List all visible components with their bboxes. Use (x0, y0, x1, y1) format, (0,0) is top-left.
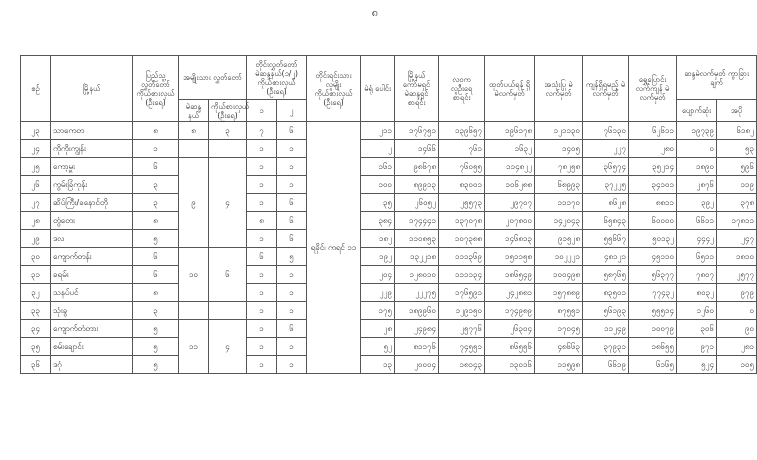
used-ballots: ၁၁၅၉၈ (535, 356, 583, 374)
remaining-ballots: ၅၅၆၆၇ (583, 230, 629, 248)
missing-ballots: ၄၄၄၂ (677, 230, 717, 248)
state-rep-count: ၃ (133, 302, 179, 320)
ethnic-rep-empty (209, 302, 247, 320)
header-region-sub-2: ၂ (277, 100, 307, 122)
region-rep-1: ၁ (247, 320, 277, 338)
ethnic-seat-merged: ၁၁ (179, 320, 209, 374)
header-removed: ထုတ်ပယ်ရန် ရှိ မဲလက်မှတ် (485, 56, 535, 122)
row-number: ၂၆ (21, 176, 51, 194)
state-rep-count: ၃ (133, 176, 179, 194)
state-rep-count: ၅ (133, 320, 179, 338)
voter-list: ၂၄၉၈၄ (395, 320, 439, 338)
voter-list: ၁၇၆၇၅၁ (395, 122, 439, 140)
region-rep-1: ၈ (247, 212, 277, 230)
header-moved: ရွှေ့ပြောင်း လက်ကျန် မဲလက်မှတ် (629, 56, 677, 122)
row-number: ၃၁ (21, 266, 51, 284)
missing-ballots: ၀ (677, 140, 717, 158)
polling-stations: ၃၅ (361, 194, 395, 212)
state-rep-count: ၆ (133, 158, 179, 176)
ethnic-seat-empty (179, 140, 209, 158)
population: ၁၇၆၅၉၁ (439, 284, 485, 302)
missing-ballots: ၂၈၇၆ (677, 176, 717, 194)
polling-stations: ၁၆၁ (361, 158, 395, 176)
ethnic-rep-empty (209, 140, 247, 158)
removed-ballots: ၁၅၁၁၅၈ (485, 248, 535, 266)
polling-stations: ၂ (361, 140, 395, 158)
row-number: ၃၃ (21, 302, 51, 320)
ethnic-rep-count: ၃ (209, 122, 247, 140)
extra-ballots: ၁၀၅ (717, 356, 757, 374)
region-rep-1: ၁ (247, 176, 277, 194)
region-rep-1: ၇ (247, 122, 277, 140)
extra-ballots: ၂၄၇ (717, 230, 757, 248)
state-rep-count: ၆ (133, 248, 179, 266)
header-remaining: ကျန်ရှိရမည့် မဲလက်မှတ် (583, 56, 629, 122)
polling-stations: ၃၈၄ (361, 212, 395, 230)
header-ethnic-affairs: တိုင်းရင်းသား လူမျိုး ကိုယ်စားလှယ် (ဦးရေ) (307, 56, 361, 122)
remaining-ballots: ၄၈၁၂၁ (583, 248, 629, 266)
header-state-rep: ပြည်သူ့ လွှတ်တော် ကိုယ်စားလှယ် (ဦးရေ) (133, 56, 179, 122)
township-name: ဒဂုံ (51, 356, 133, 374)
region-rep-2: ၁ (277, 356, 307, 374)
population: ၂၅၅၇၃ (439, 194, 485, 212)
state-rep-count: ၅ (133, 356, 179, 374)
polling-stations: ၁၃ (361, 356, 395, 374)
header-region-rep: တိုင်းလွှတ်တော် မဲဆန္ဒနယ်(၁/၂) ကိုယ်စားလှယ် (ဦးရေ) (247, 56, 307, 100)
remaining-ballots: ၁၁၂၄၉ (583, 320, 629, 338)
header-region-sub-1: ၁ (247, 100, 277, 122)
header-extra: အပို (717, 100, 757, 122)
table-row (21, 140, 757, 158)
population: ၁၁၁၃၆၉ (439, 248, 485, 266)
row-number: ၂၇ (21, 194, 51, 212)
used-ballots: ၁၁၁၇၀ (535, 194, 583, 212)
extra-ballots: ၂၅၇၇ (717, 266, 757, 284)
polling-stations: ၁၀၀ (361, 176, 395, 194)
used-ballots: ၈၇၅၅၁ (535, 302, 583, 320)
removed-ballots: ၂၉၇၀၇ (485, 194, 535, 212)
voter-list: ၁၇၄၄၄၁ (395, 212, 439, 230)
missing-ballots: ၉၇၁ (677, 338, 717, 356)
remaining-ballots: ၆၆၁၉ (583, 356, 629, 374)
region-rep-1: ၁ (247, 140, 277, 158)
state-rep-count: ၈ (133, 212, 179, 230)
ethnic-rep-merged: ၄ (209, 320, 247, 374)
row-number: ၂၄ (21, 140, 51, 158)
missing-ballots: ၅၂၄ (677, 356, 717, 374)
state-rep-count: ၈ (133, 284, 179, 302)
population: ၇၆၁ (439, 140, 485, 158)
header-no: စဉ် (21, 56, 51, 122)
remaining-ballots: ၃၆၅၇၄ (583, 158, 629, 176)
missing-ballots: ၃၉၂ (677, 194, 717, 212)
row-number: ၃၄ (21, 320, 51, 338)
used-ballots: ၉၁၅၂၈ (535, 230, 583, 248)
polling-stations: ၂၁၁ (361, 122, 395, 140)
extra-ballots: ၅၃ (717, 140, 757, 158)
remaining-ballots: ၃၇၉၃၁ (583, 338, 629, 356)
region-rep-2: ၅ (277, 248, 307, 266)
voter-list: ၁၈၉၉၆၀ (395, 302, 439, 320)
region-rep-2: ၁ (277, 140, 307, 158)
voter-list: ၂၂၂၇၅ (395, 284, 439, 302)
population: ၁၃၉၆၅၇ (439, 122, 485, 140)
moved-ballots: ၅၅၅၁၄ (629, 302, 677, 320)
header-township: မြို့နယ် (51, 56, 133, 122)
remaining-ballots: ၈၃၅၀၁ (583, 284, 629, 302)
removed-ballots: ၁၀၆၂၈၈ (485, 176, 535, 194)
moved-ballots: ၃၄၁၀၁ (629, 176, 677, 194)
removed-ballots: ၂၀၇၈၀၀ (485, 212, 535, 230)
extra-ballots: ၁၇၈၁၁ (717, 212, 757, 230)
extra-ballots: ၅၉၆ (717, 158, 757, 176)
region-rep-2: ၆ (277, 320, 307, 338)
voter-list: ၁၁၀၈၅၃ (395, 230, 439, 248)
township-name: ကော့မှူး (51, 158, 133, 176)
state-rep-count: ၆ (133, 266, 179, 284)
extra-ballots: ၀ (717, 302, 757, 320)
voter-list: ၂၆၀၅၂ (395, 194, 439, 212)
extra-ballots: ၂၈၁ (717, 338, 757, 356)
state-rep-count: ၅ (133, 230, 179, 248)
missing-ballots: ၆၅၁၁ (677, 248, 717, 266)
header-population: လဝက လူဦးရေ စာရင်း (439, 56, 485, 122)
row-number: ၃၅ (21, 338, 51, 356)
table-row (21, 266, 757, 284)
removed-ballots: ၁၇၄၉၈၉ (485, 302, 535, 320)
region-rep-1: ၁ (247, 158, 277, 176)
moved-ballots: ၆၀၀၀၀ (629, 212, 677, 230)
region-rep-1: ၁ (247, 356, 277, 374)
polling-stations: ၁၈၂ (361, 230, 395, 248)
table-row (21, 158, 757, 176)
moved-ballots: ၅၆၃၇၇ (629, 266, 677, 284)
removed-ballots: ၁၆၃၂ (485, 140, 535, 158)
region-rep-1: ၆ (247, 248, 277, 266)
state-rep-count: ၅ (133, 338, 179, 356)
extra-ballots: ၉၀ (717, 320, 757, 338)
remaining-ballots: ၈၆၂၈ (583, 194, 629, 212)
table-row (21, 356, 757, 374)
remaining-ballots: ၆၅၈၄၃ (583, 212, 629, 230)
row-number: ၂၅ (21, 158, 51, 176)
polling-stations: ၂၀၄ (361, 266, 395, 284)
population: ၇၆၀၅၅ (439, 158, 485, 176)
table-row (21, 320, 757, 338)
township-name: ကိုကိုးကျွန်း (51, 140, 133, 158)
removed-ballots: ၁၁၄၈၂၂ (485, 158, 535, 176)
missing-ballots: ၁၂၆၀ (677, 302, 717, 320)
township-name: ဒလ (51, 230, 133, 248)
row-number: ၂၈ (21, 212, 51, 230)
header-ballot-diff: ဆန္ဒမဲလက်မှတ် ကွာခြားချက် (677, 56, 757, 100)
population: ၁၂၉၁၅၀ (439, 302, 485, 320)
township-name: တွံတေး (51, 212, 133, 230)
township-name: ကျောက်တန်း (51, 248, 133, 266)
table-row (21, 176, 757, 194)
ethnic-seat-merged: ၉ (179, 158, 209, 248)
missing-ballots: ၆၆၁၁ (677, 212, 717, 230)
ethnic-rep-merged: ၆ (209, 248, 247, 302)
ethnic-seat: ၈ (179, 122, 209, 140)
missing-ballots: ၁၉၇၃၉ (677, 122, 717, 140)
table-row (21, 302, 757, 320)
remaining-ballots: ၅၆၁၉၃ (583, 302, 629, 320)
region-rep-2: ၆ (277, 230, 307, 248)
extra-ballots: ၆၁၈၂ (717, 122, 757, 140)
ethnic-seat-merged: ၁၀ (179, 248, 209, 302)
removed-ballots: ၈၆၅၅၆ (485, 338, 535, 356)
state-rep-count: ၈ (133, 122, 179, 140)
used-ballots: ၆၈၉၉၃ (535, 176, 583, 194)
moved-ballots: ၂၈၀ (629, 140, 677, 158)
population: ၁၀၇၃၈၈ (439, 230, 485, 248)
used-ballots: ၁၂၁၁၃၀ (535, 122, 583, 140)
region-rep-2: ၁ (277, 158, 307, 176)
polling-stations: ၁၇၅ (361, 302, 395, 320)
moved-ballots: ၄၅၁၁၀ (629, 248, 677, 266)
voter-list: ၁၂၈၀၁၀ (395, 266, 439, 284)
remaining-ballots: ၃၇၂၂၅ (583, 176, 629, 194)
population: ၁၈၁၄၃ (439, 356, 485, 374)
table-row (21, 248, 757, 266)
region-rep-1: ၁ (247, 302, 277, 320)
remaining-ballots: ၇၆၁၃၀ (583, 122, 629, 140)
township-name: သနပ်ပင် (51, 284, 133, 302)
used-ballots: ၁၀၀၄၉၈ (535, 266, 583, 284)
region-rep-1: ၁ (247, 284, 277, 302)
table-body (21, 122, 757, 374)
township-name: သုံးခွ (51, 302, 133, 320)
removed-ballots: ၂၄၂၈၈၁ (485, 284, 535, 302)
region-rep-2: ၁ (277, 284, 307, 302)
polling-stations: ၁၉၂ (361, 248, 395, 266)
region-rep-1: ၁ (247, 230, 277, 248)
region-rep-2: ၁ (277, 176, 307, 194)
moved-ballots: ၅၀၁၃၂ (629, 230, 677, 248)
extra-ballots: ၃၇၈ (717, 194, 757, 212)
region-rep-2: ၆ (277, 194, 307, 212)
remaining-ballots: ၂၂၇ (583, 140, 629, 158)
header-ethnic-sub-1: မဲဆန္ဒ နယ် (179, 100, 209, 122)
state-rep-count: ၃ (133, 194, 179, 212)
ethnic-seat-empty (179, 302, 209, 320)
region-rep-2: ၁ (277, 338, 307, 356)
row-number: ၃၀ (21, 248, 51, 266)
extra-ballots: ၁၈၁၀ (717, 248, 757, 266)
population: ၈၃၀၀၁ (439, 176, 485, 194)
row-number: ၃၆ (21, 356, 51, 374)
header-voter-list: မြို့နယ် ကော်မရှင် မဲဆန္ဒရှင် စာရင်း (395, 56, 439, 122)
region-rep-1: ၁ (247, 194, 277, 212)
used-ballots: ၇၈၂၅၈ (535, 158, 583, 176)
missing-ballots: ၁၈၉၀ (677, 158, 717, 176)
removed-ballots: ၁၉၆၁၇၈ (485, 122, 535, 140)
moved-ballots: ၁၀၀၇၉ (629, 320, 677, 338)
missing-ballots: ၈၀၃၂ (677, 284, 717, 302)
used-ballots: ၄၈၆၆၃ (535, 338, 583, 356)
removed-ballots: ၂၆၃၀၄ (485, 320, 535, 338)
used-ballots: ၁၄၂၀၄၃ (535, 212, 583, 230)
removed-ballots: ၁၈၆၅၄၉ (485, 266, 535, 284)
moved-ballots: ၈၈၁၁ (629, 194, 677, 212)
header-ethnic-sub-2: ကိုယ်စားလှယ် (ဦးရေ) (209, 100, 247, 122)
voter-list: ၁၃၂၂၁၈ (395, 248, 439, 266)
moved-ballots: ၆၂၆၁၁ (629, 122, 677, 140)
voter-list: ၁၄၆၆ (395, 140, 439, 158)
header-voters: အသုံးပြု မဲလက်မှတ် (535, 56, 583, 122)
table-row (21, 284, 757, 302)
township-name: စမ်းချောင်း (51, 338, 133, 356)
population: ၁၃၇၀၇၈ (439, 212, 485, 230)
extra-ballots: ၁၁၉ (717, 176, 757, 194)
table-row (21, 230, 757, 248)
remaining-ballots: ၅၈၇၆၅ (583, 266, 629, 284)
table-row (21, 122, 757, 140)
region-rep-2: ၆ (277, 122, 307, 140)
polling-stations: ၂၂၉ (361, 284, 395, 302)
population: ၇၄၅၅၁ (439, 338, 485, 356)
voter-list: ၈၉၉၁၃ (395, 176, 439, 194)
header-polling-stations: မဲရုံ ပေါင်း (361, 56, 395, 122)
row-number: ၂၉ (21, 230, 51, 248)
moved-ballots: ၆၁၆၅ (629, 356, 677, 374)
region-rep-1: ၁ (247, 266, 277, 284)
used-ballots: ၁၄၀၅ (535, 140, 583, 158)
moved-ballots: ၁၈၆၅၅ (629, 338, 677, 356)
moved-ballots: ၃၅၂၁၄ (629, 158, 677, 176)
region-rep-2: ၁ (277, 302, 307, 320)
missing-ballots: ၃၀၆ (677, 320, 717, 338)
ethnic-affairs-merged: ရခိုင်၊ ကရင် ၁၁ (307, 122, 361, 374)
used-ballots: ၁၅၇၈၈၉ (535, 284, 583, 302)
used-ballots: ၁၇၀၄၅ (535, 320, 583, 338)
table-row (21, 194, 757, 212)
township-name: သာကေတ (51, 122, 133, 140)
removed-ballots: ၁၄၆၈၁၃ (485, 230, 535, 248)
row-number: ၂၃ (21, 122, 51, 140)
population: ၂၅၇၇၆ (439, 320, 485, 338)
moved-ballots: ၇၇၄၃၂ (629, 284, 677, 302)
missing-ballots: ၇၈၀၇ (677, 266, 717, 284)
polling-stations: ၅၂ (361, 338, 395, 356)
region-rep-2: ၁ (277, 266, 307, 284)
election-table (20, 55, 757, 374)
polling-stations: ၂၈ (361, 320, 395, 338)
township-name: ကျောက်တံတား (51, 320, 133, 338)
township-name: ဆိပ်ကြီး/ခနောင်တို (51, 194, 133, 212)
used-ballots: ၁၀၂၂၂၁ (535, 248, 583, 266)
table-row (21, 338, 757, 356)
region-rep-2: ၆ (277, 212, 307, 230)
header-missing: ပျောက်ဆုံး (677, 100, 717, 122)
extra-ballots: ၉၇၉ (717, 284, 757, 302)
ethnic-rep-merged: ၄ (209, 158, 247, 248)
row-number: ၃၂ (21, 284, 51, 302)
township-name: ခရမ်း (51, 266, 133, 284)
voter-list: ၈၁၁၇၆ (395, 338, 439, 356)
voter-list: ၂၀၀၀၄ (395, 356, 439, 374)
region-rep-1: ၁ (247, 338, 277, 356)
population: ၁၁၁၁၃၄ (439, 266, 485, 284)
township-name: ကွမ်းခြံကုန်း (51, 176, 133, 194)
table-row (21, 212, 757, 230)
state-rep-count: ၁ (133, 140, 179, 158)
page-number: ၈ (371, 6, 379, 19)
removed-ballots: ၁၃၀၁၆ (485, 356, 535, 374)
header-ethnic-rep: အမျိုးသား လွှတ်တော် (179, 56, 247, 100)
voter-list: ၉၈၆၇၈ (395, 158, 439, 176)
